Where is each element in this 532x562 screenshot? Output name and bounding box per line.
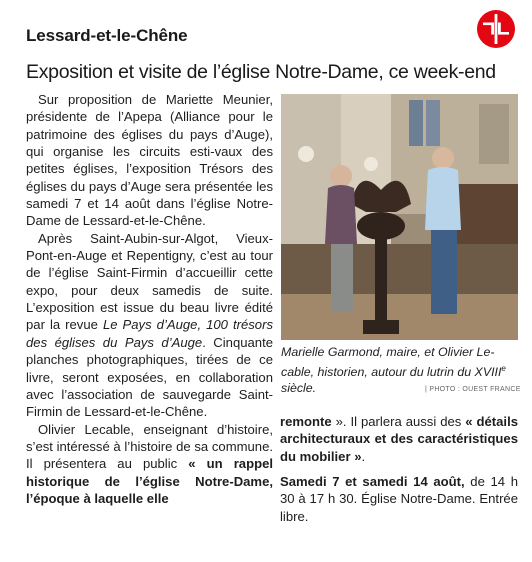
text-span: de 14 h 30 à 17 h 30. Église Notre-Dame. Entrée libre. <box>280 474 519 524</box>
caption-text: Marielle Garmond, maire, et Olivier Le-cable, historien, autour du lutrin du XVIII <box>281 345 502 379</box>
quote-bold: « un rappel historique de l’église Notre-Dame, l’époque à laquelle elle <box>26 456 273 506</box>
church-interior-photo <box>281 94 518 340</box>
paragraph-historian <box>26 421 273 508</box>
article-column-1 <box>26 91 273 507</box>
text-span: . Cinquante planches photographiques, tirées de ce livre, seront exposées, en collaboration avec l’association de sauvegarde Saint-Firmin de Lessard-et-le-Chêne. <box>26 334 273 420</box>
paragraph-details <box>280 413 518 465</box>
text-span: Après Saint-Aubin-sur-Algot, Vieux-Pont-en-Auge et Repentigny, c’est au tour de l’église Saint-Firmin d’accueillir cette expo, pour deux samedis de suite. L’exposition est issue du beau livre édité par la revue <box>26 230 273 333</box>
quote-bold: « détails architecturaux et des caractéristiques du mobilier » <box>280 414 518 464</box>
photo-credit: | PHOTO : OUEST FRANCE <box>425 386 521 393</box>
text-span: Olivier Lecable, enseignant d’histoire, s’est intéressé à l’histoire de sa commune. Il présentera au public <box>26 421 273 472</box>
paragraph-practical-info <box>280 473 518 525</box>
text-span: ». Il parlera aussi des <box>331 414 466 429</box>
article-column-2 <box>280 413 518 525</box>
quote-bold: remonte <box>280 414 332 429</box>
town-heading: Lessard-et-le-Chêne <box>26 26 188 45</box>
article-photo <box>281 94 518 340</box>
caption-text-end: siècle. <box>281 380 317 395</box>
paragraph-exhibition <box>26 230 273 421</box>
dates-bold: Samedi 7 et samedi 14 août, <box>280 474 465 490</box>
text-span: . <box>361 448 366 464</box>
ouest-france-logo-icon <box>476 9 516 49</box>
paragraph-intro: Sur proposition de Mariette Meunier, présidente de l’Apepa (Alliance pour le patrimoine des églises du pays d’Auge), qui organise les circuits esti-vaux des petites églises, l’exposition Trésors des églises du pays d’Auge sera présentée les samedi 7 et 14 août dans l’église Notre-Dame de Lessard-et-le-Chêne. <box>26 92 273 229</box>
book-title: Le Pays d’Auge, 100 trésors des églises du Pays d’Auge <box>26 317 273 350</box>
article-headline: Exposition et visite de l’église Notre-Dame, ce week-end <box>26 61 496 83</box>
caption-superscript: e <box>501 363 506 373</box>
